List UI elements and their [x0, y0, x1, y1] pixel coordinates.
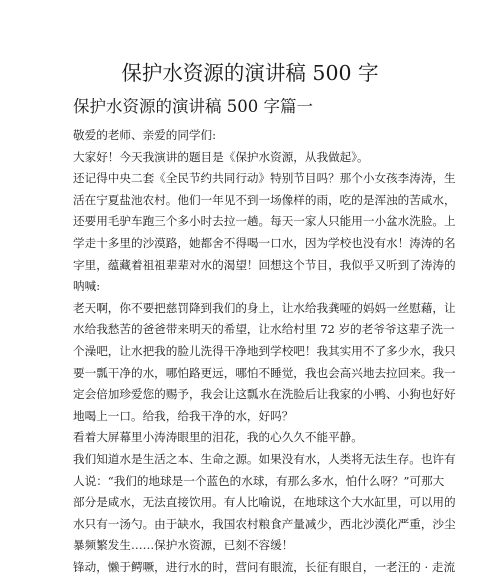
text-line: 活在宁夏盐池农村。他们一年见不到一场像样的雨，吃的是浑浊的苦咸水，	[73, 192, 456, 207]
text-line: 大家好！今天我演讲的题目是《保护水资源，从我做起》。	[73, 149, 369, 164]
text-line: 水只有一汤勺。由于缺水，我国农村粮食产量减少，西北沙漠化严重，沙尘	[73, 516, 456, 531]
text-line: 字里，蕴藏着祖祖辈辈对水的渴望！回想这个节目，我似乎又听到了涛涛的	[73, 257, 456, 272]
page-title: 保护水资源的演讲稿 500 字	[121, 61, 379, 85]
text-line: 看着大屏幕里小涛涛眼里的泪花，我的心久久不能平静。	[73, 430, 363, 445]
document-body	[73, 125, 456, 578]
text-line: 锋动，懒于鳄噘，进行水的时，营问有眼流，长征有眼自，一老汪的 · 走流	[73, 559, 456, 574]
text-line: 老天啊，你不要把慈罚降到我们的身上，让水给我龚哑的妈妈一丝慰藉，让	[73, 300, 456, 315]
text-line: 暴频繁发生……保护水资源，已刻不容缓！	[73, 538, 294, 553]
text-line: 我们知道水是生活之本、生命之源。如果没有水，人类将无法生存。也许有	[73, 451, 456, 466]
text-line: 呐喊:	[73, 279, 101, 294]
text-line: 敬爱的老师、亲爱的同学们:	[73, 128, 217, 142]
text-line: 要一瓢干净的水，哪怕路更远，哪怕不睡觉，我也会高兴地去拉回来。我一	[73, 365, 456, 380]
text-line: 还记得中央二套《全民节约共同行动》特别节目吗？那个小女孩李涛涛，生	[73, 171, 456, 186]
text-line: 人说：“我们的地球是一个蓝色的水球，有那么多水，怕什么呀？”可那大	[73, 473, 445, 488]
text-line: 还要用毛驴车跑三个多小时去拉一趟。每天一家人只能用一小盆水洗脸。上	[73, 214, 456, 229]
text-line: 定会倍加珍爱您的赐予，我会让这瓢水在洗脸后让我家的小鸭、小狗也好好	[73, 387, 456, 402]
text-line: 水给我愁苦的爸爸带来明天的希望，让水给村里 72 岁的老爷爷这辈子洗一	[73, 322, 455, 337]
text-line: 个澡吧，让水把我的脸儿洗得干净地到学校吧！我其实用不了多少水，我只	[73, 343, 456, 358]
text-line: 学走十多里的沙漠路，她都舍不得喝一口水，因为学校也没有水！涛涛的名	[73, 235, 456, 250]
text-line: 地喝上一口。给我，给我干净的水，好吗？	[73, 408, 294, 423]
text-line: 部分是咸水，无法直接饮用。有人比喻说，在地球这个大水缸里，可以用的	[73, 495, 456, 510]
section-heading: 保护水资源的演讲稿 500 字篇一	[73, 97, 313, 116]
